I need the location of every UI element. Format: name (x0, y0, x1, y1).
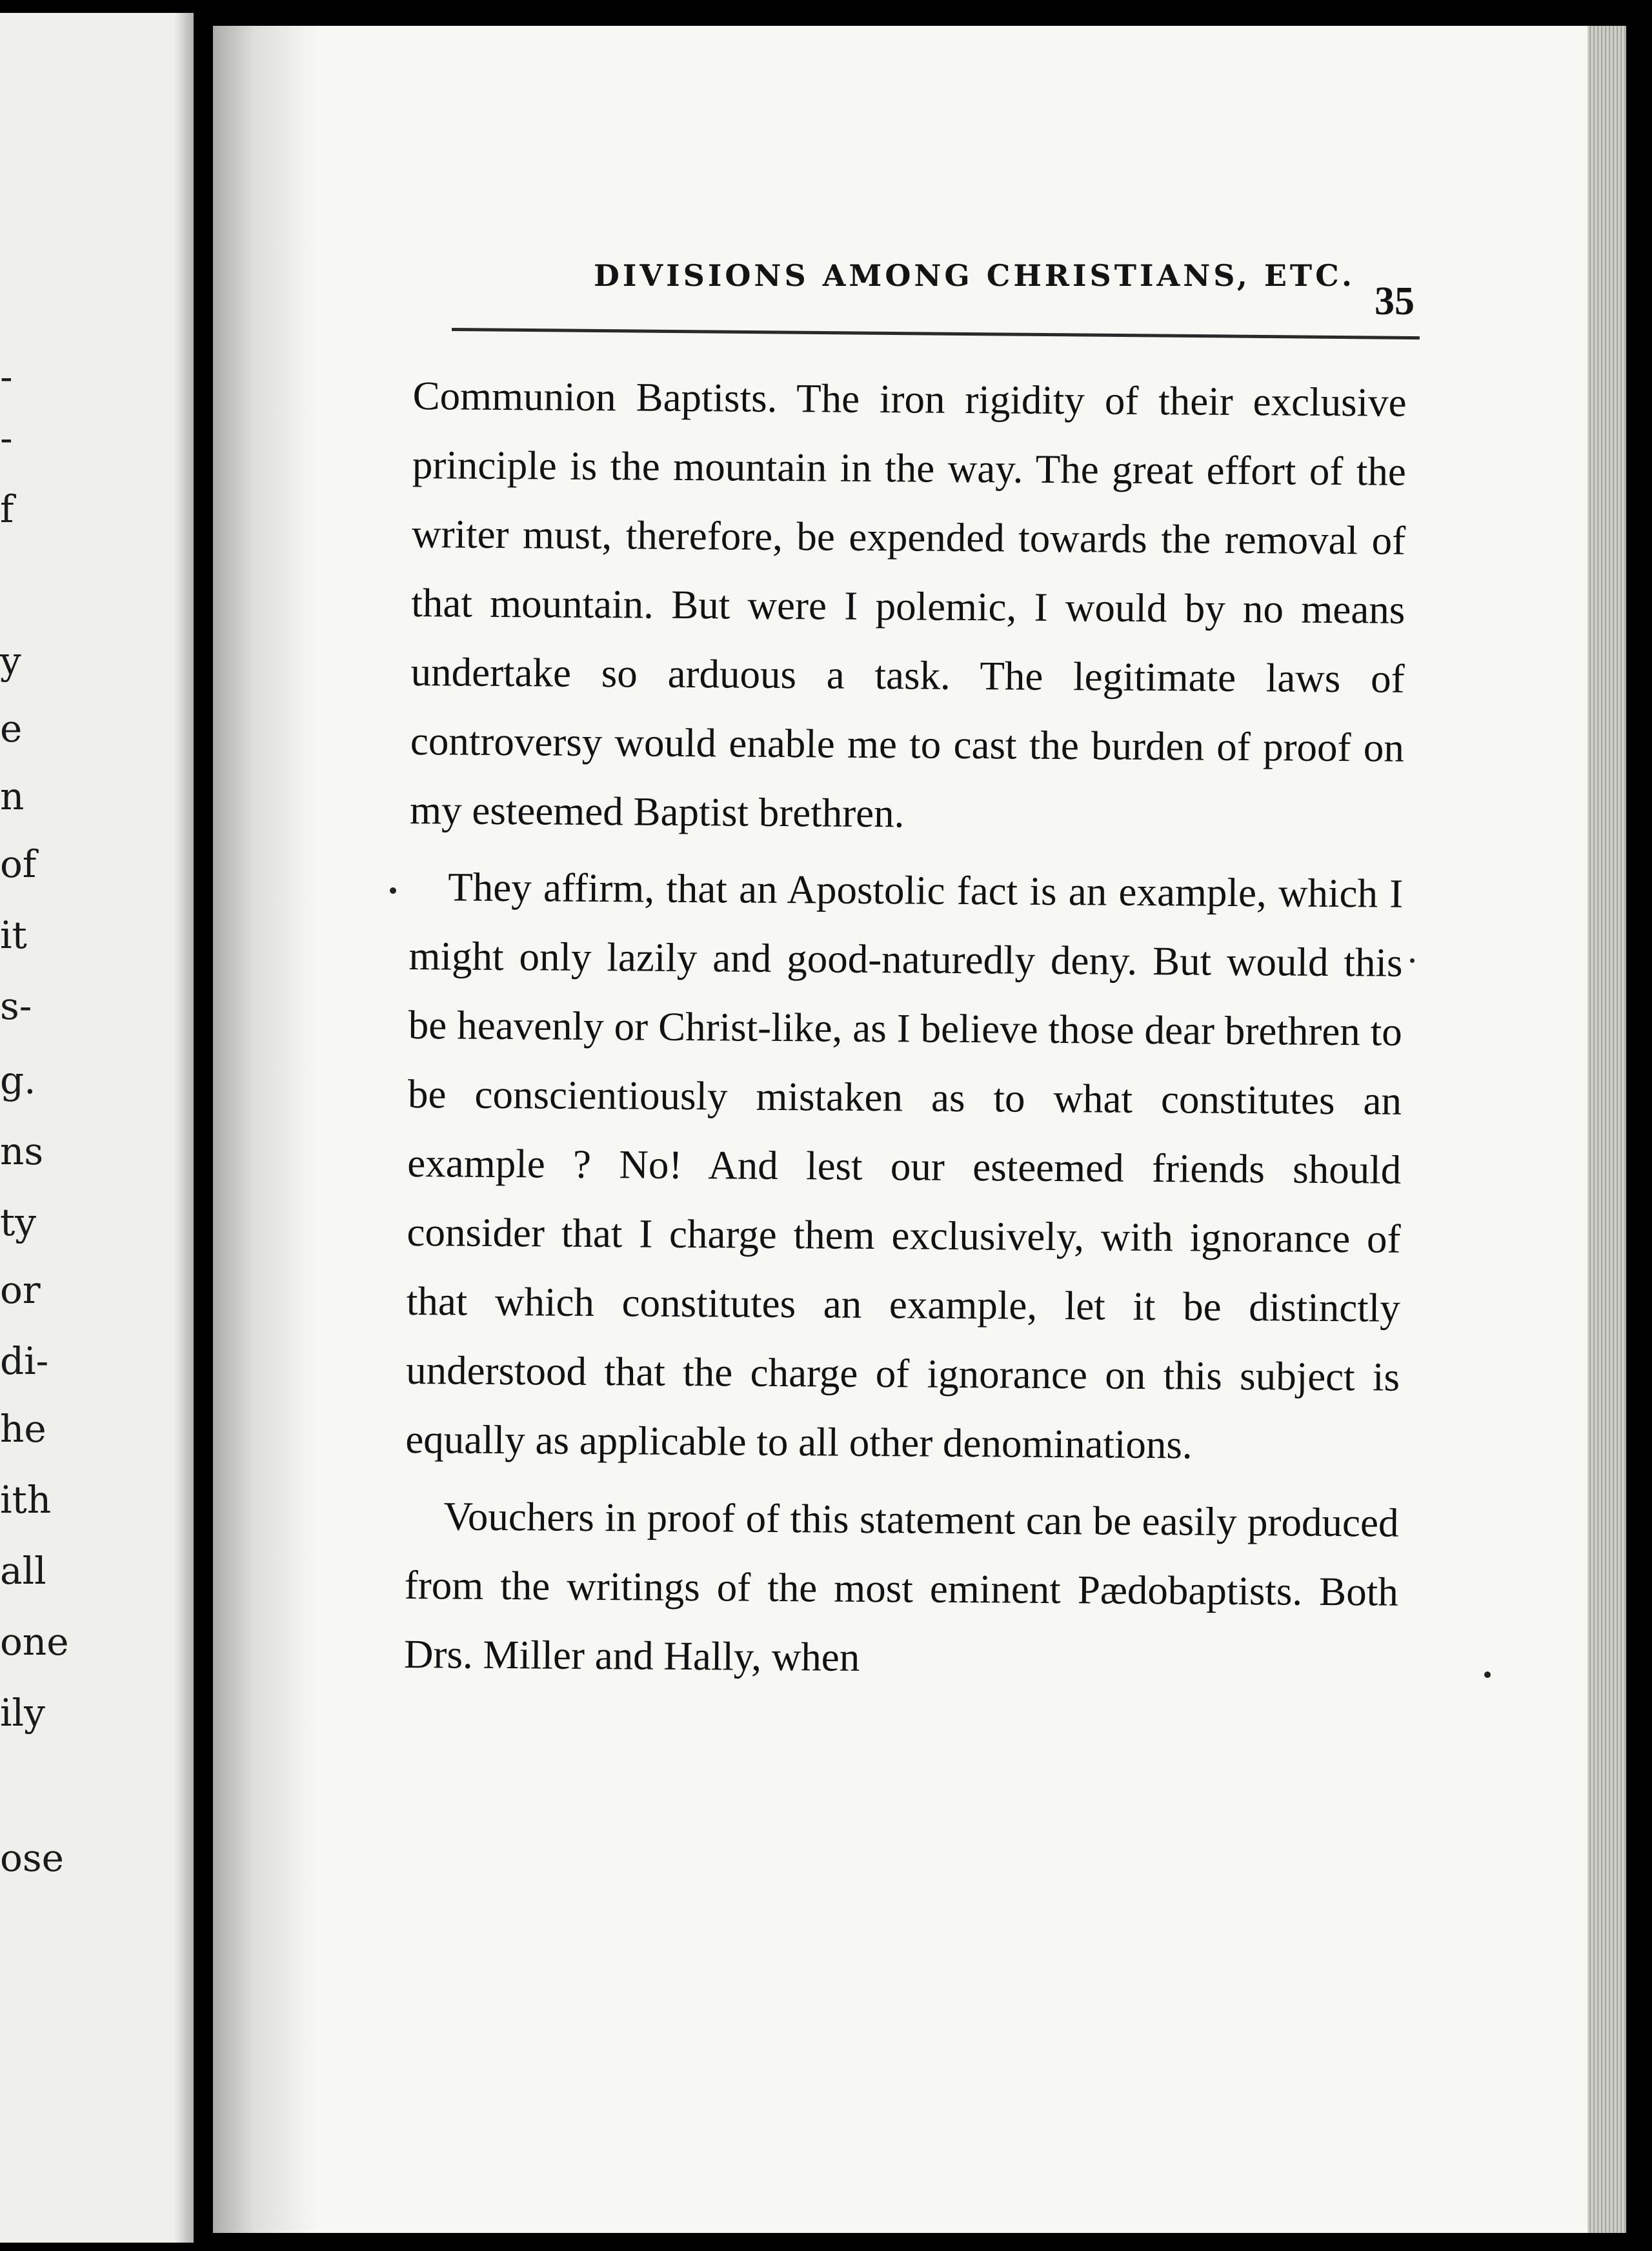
page-block-edges (1587, 26, 1626, 2233)
paragraph: Communion Baptists. The iron rigidity of their exclusive principle is the mountain in the way. The great effort of the writer must, therefore, be expended towards the removal of that mountain. But were I polemic, I would by no means undertake so arduous a task. The legitimate laws of controversy would enable me to cast the burden of proof on my esteemed Baptist brethren. (409, 372, 1407, 836)
left-line-fragment: n (0, 774, 25, 818)
running-header: DIVISIONS AMONG CHRISTIANS, ETC. (594, 258, 1355, 293)
paper-speck (390, 887, 396, 894)
left-line-fragment: ith (0, 1478, 52, 1522)
left-line-fragment: g. (0, 1058, 36, 1102)
left-line-fragment: ty (0, 1200, 37, 1244)
paper-speck (1484, 1671, 1491, 1678)
page-gutter-shadow (213, 26, 316, 2233)
left-line-fragment: ose (0, 1836, 65, 1880)
left-line-fragment: - (0, 416, 13, 460)
left-line-fragment: - (0, 355, 13, 399)
left-line-fragment: it (0, 913, 27, 957)
left-line-fragment: all (0, 1549, 46, 1593)
left-line-fragment: he (0, 1407, 46, 1451)
paragraph: They affirm, that an Apostolic fact is an example, which I might only lazily and good-naturedly deny. But would this be heavenly or Christ-like, as I believe those dear brethren to be conscientiously mistaken as to what constitutes an example ? No! And lest our esteemed friends should consider that I charge them exclusively, with ignorance of that which constitutes an example, let it be distinctly understood that the charge of ignorance on this subject is equally as applicable to all other denominations. (405, 864, 1404, 1468)
paper-speck (1410, 958, 1415, 963)
body-text (404, 361, 1407, 1696)
page-number: 35 (1375, 279, 1415, 323)
left-line-fragment: ns (0, 1129, 44, 1173)
left-line-fragment: or (0, 1268, 41, 1312)
left-line-fragment: di- (0, 1339, 49, 1383)
paragraph: Vouchers in proof of this statement can be easily produced from the writings of the most eminent Pædobaptists. Both Drs. Miller and Hally, when (403, 1493, 1399, 1680)
left-line-fragment: of (0, 842, 37, 886)
left-line-fragment: y (0, 639, 21, 683)
left-line-fragment: ily (0, 1691, 45, 1735)
left-line-fragment: s- (0, 984, 32, 1028)
left-line-fragment: one (0, 1620, 69, 1664)
left-line-fragment: f (0, 487, 14, 531)
previous-page-fragment (0, 13, 194, 2243)
left-line-fragment: e (0, 707, 23, 751)
